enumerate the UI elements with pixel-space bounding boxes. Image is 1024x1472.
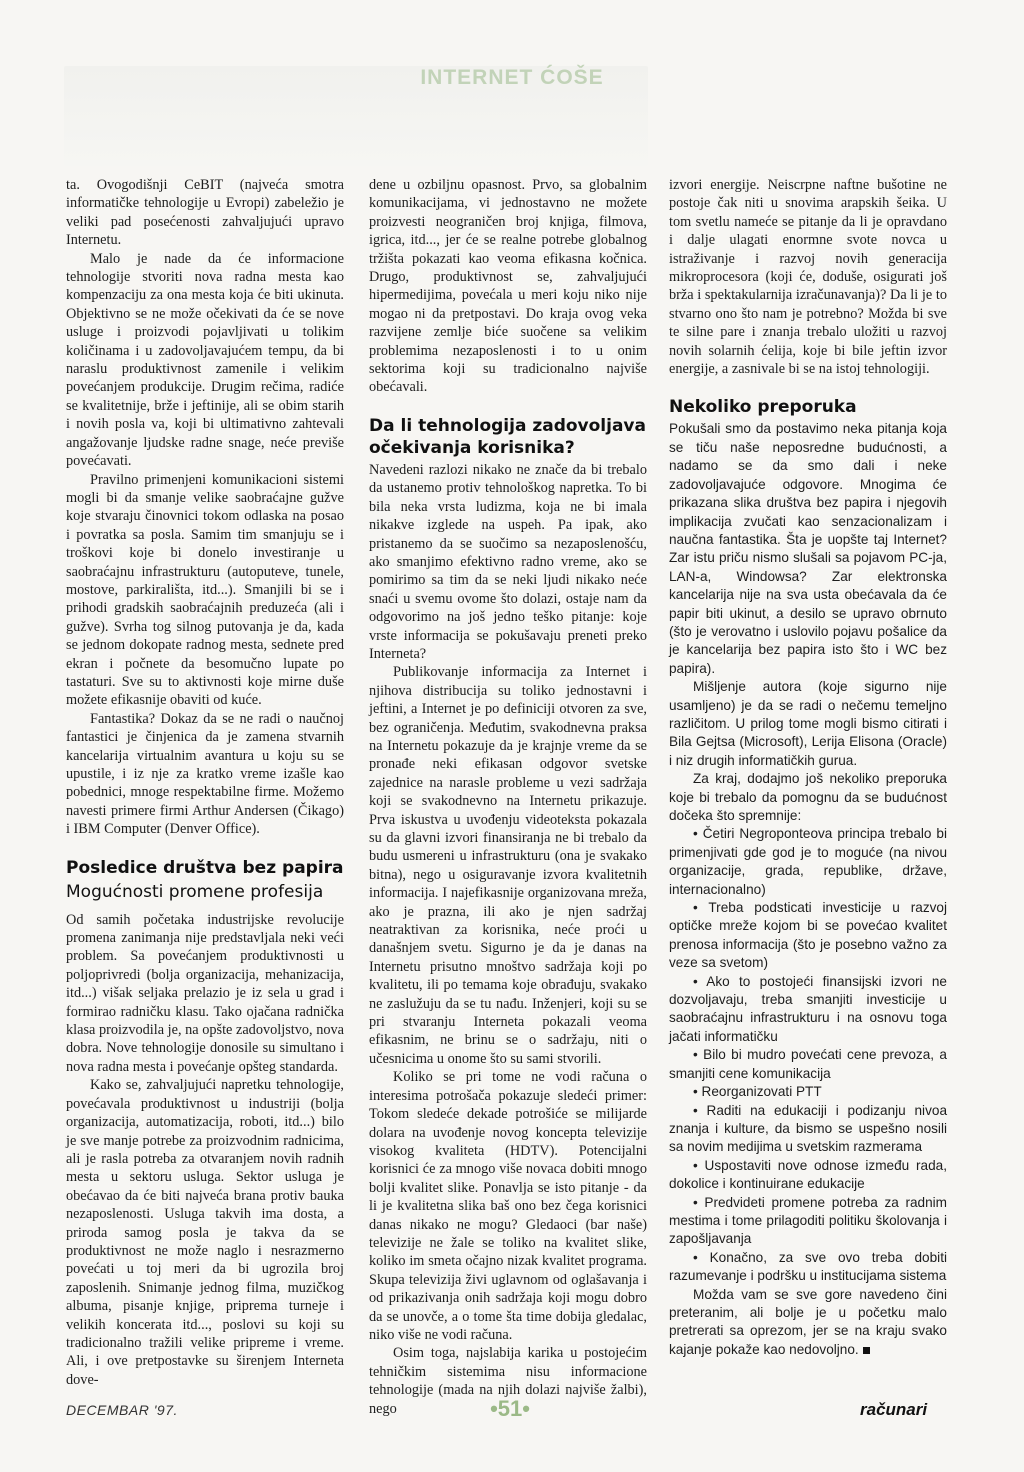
- section-heading: Posledice društva bez papira: [66, 857, 344, 878]
- paragraph: Navedeni razlozi nikako ne znače da bi trebalo da ustanemo protiv tehnološkog napretka. To bi bila neka vrsta ludizma, koja ne bi imala nikakve izglede na uspeh. Pa ipak, ako pristanemo da se suočimo sa nezaposlenošću, ako smanjimo efektivno radno vreme, ako se pomirimo sa tim da se neki ljudi nikako neće snaći u svemu ovome što dolazi, ostaje nam da odgovorimo na još jedno teško pitanje: koje vrste informacija se pokušavaju preneti preko Interneta?: [369, 461, 647, 662]
- paragraph: Fantastika? Dokaz da se ne radi o naučnoj fantastici je činjenica da je zamena stvarnih kancelarija virtualnim avantura u koju su se upustile, i iz nje za kratko vreme izašle kao pobednici, mnoge respektabilne firme. Možemo navesti primere firmi Arthur Andersen (Čikago) i IBM Computer (Denver Office).: [66, 710, 344, 838]
- end-mark: [863, 1347, 870, 1354]
- bullet-item: • Uspostaviti nove odnose između rada, dokolice i kontinuirane edukacije: [669, 1157, 947, 1192]
- bullet-item: • Treba podsticati investicije u razvoj optičke mreže kojom bi se povećao kvalitet prenosa informacija (što je posebno važno za veze sa svetom): [669, 900, 947, 971]
- paragraph: ta. Ovogodišnji CeBIT (najveća smotra informatičke tehnologije u Evropi) zabeležio je veliki pad posećenosti zahvaljujući upravo Internetu.: [66, 177, 344, 249]
- bullet-item: • Četiri Negroponteova principa trebalo bi primenjivati gde god je to moguće (na nivou organizacije, grada, republike, države, internacionalno): [669, 826, 947, 897]
- paragraph: Mišljenje autora (koje sigurno nije usamljeno) je da se radi o nečemu temeljno različitom. U prilog tome mogli bismo citirati i Bila Gejtsa (Microsoft), Lerija Elisona (Oracle) i niz drugih informatičkih gurua.: [669, 679, 947, 768]
- bullet-item: • Ako to postojeći finansijski izvori ne dozvoljavaju, treba smanjiti investicije u saobraćajnu infrastrukturu i na osnovu toga jačati informatičku: [669, 973, 947, 1044]
- magazine-logo: računari: [860, 1400, 928, 1419]
- paragraph: dene u ozbiljnu opasnost. Prvo, sa globalnim komunikacijama, vi jednostavno ne možete proizvesti neograničen broj knjiga, filmova, igrica, itd..., jer će se realne potrebe globalnog tržišta pokazati kao veoma efikasna kočnica. Drugo, produktivnost se, zahvaljujući hipermedijima, povećala u meri koju niko nije mogao ni da pretpostavi. Do kraja ovog veka razvijene zemlje biće suočene sa velikim problemima nezaposlenosti i to u onim sektorima koji su tradicionalno najviše obećavali.: [369, 177, 647, 396]
- bullet-item: • Konačno, za sve ovo treba dobiti razumevanje i podršku u institucijama sistema: [669, 1249, 947, 1284]
- section-subheading: Mogućnosti promene profesija: [66, 881, 324, 902]
- column-2: [369, 176, 647, 1418]
- paragraph: Za kraj, dodajmo još nekoliko preporuka koje bi trebalo da pomognu da se budućnost dočeka što spremnije:: [669, 771, 947, 823]
- section-title: INTERNET ĆOŠE: [420, 66, 604, 89]
- paragraph: Malo je nade da će informacione tehnologije stvoriti nova radna mesta kao kompenzaciju za ona mesta koja će biti ukinuta. Objektivno se ne može očekivati da će se nove usluge i proizvodi pojavljivati u tolikim količinama i u zadovoljavajućem tempu, da bi naraslu produktivnost zamenile i velikim povećanjem produkcije. Drugim rečima, radiće se kvalitetnije, brže i jeftinije, ali se obim starih i novih posla va, koji bi ultimativno zahtevali angažovanje ljudske radne snage, neće previše povećavati.: [66, 250, 344, 470]
- page-number: •51•: [490, 1396, 530, 1421]
- section-heading: Da li tehnologija zadovoljava očekivanja korisnika?: [369, 415, 646, 458]
- column-3: [669, 176, 947, 1359]
- paragraph: Publikovanje informacija za Internet i njihova distribucija su toliko jednostavni i jeftini, a Internet je po definiciji otvoren za sve, bez ograničenja. Međutim, svakodnevna praksa na Internetu pokazuje da je krajnje vreme da se pronađe neki efikasan odgovor svetske zajednice na narasle probleme u vezi sadržaja koji se svakodnevno na Internetu prikazuje. Prva iskustva u uvođenju videoteksta pokazala su da glavni izvori finansiranja ne bi trebalo da budu usmereni u infrastrukturu (ona je svakako bitna), nego u osiguravanje izvora kvalitetnih informacija. I najefikasnije organizovana mreža, ako je prazna, ili ako je njen sadržaj neatraktivan za korisnika, neće proći u današnjem svetu. Sigurno je da je danas na Internetu prisutno mnoštvo sadržaja koji po kvalitetu, ili po temama koje obrađuju, svakako ne zaslužuju da se tu nađu. Inženjeri, koji su se pri stvaranju Interneta pokazali veoma efikasnim, ne brinu se o sadržaju, niti o učesnicima u onome što su sami stvorili.: [369, 664, 647, 1067]
- paragraph: [669, 1286, 947, 1360]
- paragraph: izvori energije. Neiscrpne naftne bušotine ne postoje čak niti u snovima arapskih šeika. U tom svetlu nameće se pitanje da li je opravdano i dalje ulagati enormne svote novca u istraživanje i razvoj novih generacija mikroprocesora (koji će, doduše, osigurati još brža i spektakularnija izračunavanja)? Da li je to stvarno ono što nam je potrebno? Možda bi sve te silne pare i znanja trebalo uložiti u razvoj novih solarnih ćelija, koje bi bile jeftin izvor energije, a zasnivale bi se na istoj tehnologiji.: [669, 177, 947, 378]
- paragraph: Od samih početaka industrijske revolucije promena zanimanja nije predstavljala neki veći problem. Sa povećanjem produktivnosti u poljoprivredi (bolja organizacija, mehanizacija, itd...) višak seljaka prelazio je iz sela u grad i formirao radničku klasu. Tako ojačana radnička klasa proizvodila je, na opšte zadovoljstvo, nova dobra. Nove tehnologije donosile su simultano i nova radna mesta i povećanje opšteg standarda.: [66, 911, 344, 1075]
- bullet-item: • Raditi na edukaciji i podizanju nivoa znanja i kulture, da bismo se uspešno nosili sa novim medijima u svetskim razmerama: [669, 1102, 947, 1155]
- bullet-item: • Predvideti promene potreba za radnim mestima i tome prilagoditi politiku školovanja i zapošljavanja: [669, 1194, 947, 1247]
- paragraph: Pravilno primenjeni komunikacioni sistemi mogli bi da smanje velike saobraćajne gužve koje stvaraju činovnici tokom odlaska na posao i povratka sa posla. Samim tim smanjuju se i troškovi koje bi donelo investiranje u saobraćajnu infrastrukturu (autoputeve, tunele, mostove, parkirališta, itd...). Smanjili bi se i prihodi gradskih saobraćajnih preduzeća (ali i gužve). Svrha tog silnog putovanja je da, kada se jednom dokopate radnog mesta, sednete pred ekran i počnete da besomučno lupate po tastaturi. Sve su to aktivnosti koje mirne duše možete efikasnije obaviti od kuće.: [66, 471, 344, 709]
- paragraph: Osim toga, najslabija karika u postojećim tehničkim sistemima nisu informacione tehnologije (mada na njih dolazi najviše žalbi), nego: [369, 1345, 647, 1417]
- paragraph: Pokušali smo da postavimo neka pitanja koja se tiču naše neposredne budućnosti, a nadamo se da smo dali i neke zadovoljavajuće odgovore. Mnogima će prikazana slika društva bez papira i njegovih implikacija zvučati kao senzacionalizam i naučna fantastika. Šta je uopšte taj Internet? Zar istu priču nismo slušali sa pojavom PC-ja, LAN-a, Windowsa? Zar elektronska kancelarija nije na sva usta obećavala da će papir biti ukinut, a desilo se upravo obrnuto (što je verovatno i uslovilo pojavu pošalice da je kancelarija bez papira isto što i WC bez papira).: [669, 421, 947, 676]
- bullet-item: • Bilo bi mudro povećati cene prevoza, a smanjiti cene komunikacija: [669, 1047, 947, 1081]
- paragraph: Koliko se pri tome ne vodi računa o interesima potrošača pokazuje sledeći primer: Tokom sledeće dekade potrošiće se milijarde dolara na uvođenje novog koncepta televizije visokog kvaliteta (HDTV). Potencijalni korisnici će za mnogo više novaca dobiti mnogo bolji kvalitet slike. Ponavlja se isto pitanje - da li je kvalitetna slika baš ono bez čega korisnici danas nikako ne mogu? Gledaoci (bar naše) televizije ne žale se toliko na kvalitet slike, koliko im smeta očajno nizak kvalitet programa. Skupa televizija živi uglavnom od oglašavanja i od prikazivanja onih sadržaja koji mogu dobro da se unovče, a o tome šta time dobija gledalac, niko više ne vodi računa.: [369, 1069, 647, 1343]
- section-heading: Nekoliko preporuka: [669, 397, 857, 418]
- issue-date: DECEMBAR '97.: [66, 1402, 178, 1418]
- column-1: [66, 176, 344, 1389]
- bullet-item: • Reorganizovati PTT: [693, 1084, 822, 1100]
- paragraph: Kako se, zahvaljujući napretku tehnologije, povećavala produktivnost u industriji (bolja organizacija, automatizacija, roboti, itd...) bilo je sve manje potrebe za proizvodnim radnicima, ali je rasla potreba za otvaranjem novih radnih mesta u sektoru usluga. Sektor usluga je obećavao da će biti najveća brana protiv bauka nezaposlenosti. Usluga takvih ima dosta, a priroda samog posla je takva da se produktivnost ne može naglo i nesrazmerno povećati u toj meri da bi ugrozila broj zaposlenih. Snimanje jednog filma, muzičkog albuma, pisanje knjige, priprema turneje i velikih koncerata itd..., poslovi su koji su tradicionalno tražili velike pripreme i vreme. Ali, i ove pretpostavke su širenjem Interneta dove-: [66, 1077, 344, 1388]
- closing-text: Možda vam se sve gore navedeno čini preteranim, ali bolje je u početku malo pretrerati sa oprezom, jer se na kraju svako kajanje pokaže kao nedovoljno.: [669, 1286, 947, 1357]
